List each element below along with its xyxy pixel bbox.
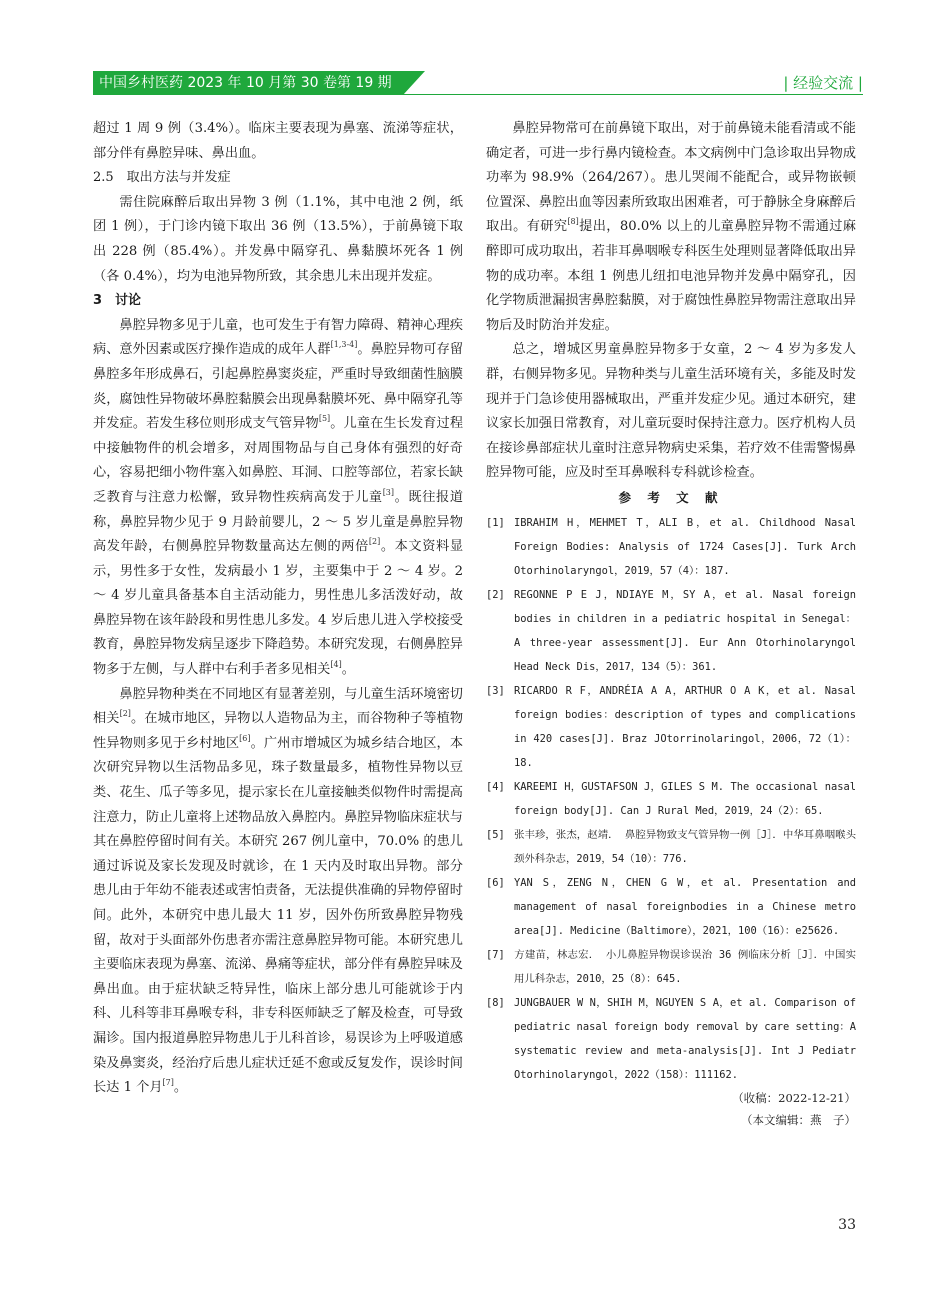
reference-item: [7] 方建苗，林志宏． 小儿鼻腔异物误诊误治 36 例临床分析［J］．中国实用儿科杂志，2010，25（8）：645. (486, 948, 856, 985)
reference-item: [4] KAREEMI H，GUSTAFSON J，GILES S M. The occasional nasal foreign body[J]. Can J Rural Med，2019，24（2）：65. (486, 780, 856, 817)
paragraph-intro: 超过 1 周 9 例（3.4%）。临床主要表现为鼻塞、流涕等症状，部分伴有鼻腔异味、鼻出血。 (93, 121, 463, 161)
reference-item: [8] JUNGBAUER W N，SHIH M，NGUYEN S A，et al. Comparison of pediatric nasal foreign body removal by care setting：A systematic review and meta-analysis[J]. Int J Pediatr Otorhinolaryngol，2022（158）：111162. (486, 996, 856, 1081)
citation: [5] (318, 414, 331, 424)
received-date: （收稿：2022-12-21） (732, 1090, 856, 1105)
citation: [7] (162, 1078, 174, 1088)
header-rule (93, 94, 863, 95)
discussion-paragraph-2: 鼻腔异物种类在不同地区有显著差别，与儿童生活环境密切相关[2]。在城市地区，异物以人造物品为主，而谷物种子等植物性异物则多见于乡村地区[6]。广州市增城区为城乡结合地区，本次研究异物以生活物品多见，珠子数量最多，植物性异物以豆类、花生、瓜子等多见，提示家长在儿童接触类似物件时需提高注意力，防止儿童将上述物品放入鼻腔内。鼻腔异物临床症状与其在鼻腔停留时间有关。本研究 267 例儿童中，70.0% 的患儿通过诉说及家长发现及时就诊，在 1 天内及时取出异物。部分患儿由于年幼不能表述或害怕责备，无法提供准确的异物停留时间。此外，本研究中患儿最大 11 岁，因外伤所致鼻腔异物残留，故对于头面部外伤患者亦需注意鼻腔异物可能。本研究患儿主要临床表现为鼻塞、流涕、鼻痛等症状，部分伴有鼻腔异味及鼻出血。由于症状缺乏特异性，临床上部分患儿可能就诊于内科、儿科等非耳鼻喉专科，非专科医师缺乏了解及检查，可导致漏诊。国内报道鼻腔异物患儿于儿科首诊，易误诊为上呼吸道感染及鼻窦炎，经治疗后患儿症状迁延不愈或反复发作，误诊时间长达 1 个月[7]。 (93, 686, 464, 1096)
citation: [4] (330, 660, 342, 670)
reference-item: [1] IBRAHIM H，MEHMET T，ALI B，et al. Childhood Nasal Foreign Bodies: Analysis of 1724 Cases[J]. Turk Arch Otorhinolaryngol，2019，57（4）：187. (486, 516, 856, 577)
right-column (486, 117, 856, 1131)
references-heading: 参 考 文 献 (618, 489, 724, 505)
journal-banner: 中国乡村医药 2023 年 10 月第 30 卷第 19 期 (93, 71, 403, 95)
citation: [2] (368, 537, 381, 547)
section-label: | 经验交流 | (783, 74, 863, 92)
citation: [1,3-4] (330, 340, 358, 350)
citation: [2] (119, 709, 131, 719)
citation: [3] (382, 487, 395, 497)
discussion-paragraph-3: 鼻腔异物常可在前鼻镜下取出，对于前鼻镜未能看清或不能确定者，可进一步行鼻内镜检查。本文病例中门急诊取出异物成功率为 98.9%（264/267）。患儿哭闹不能配合，或异物嵌顿位置深、鼻腔出血等因素所致取出困难者，可于静脉全身麻醉后取出。有研究[8]提出，80.0% 以上的儿童鼻腔异物不需通过麻醉即可成功取出，若非耳鼻咽喉专科医生处理则显著降低取出异物的成功率。本组 1 例患儿纽扣电池异物并发鼻中隔穿孔，因化学物质泄漏损害鼻腔黏膜，对于腐蚀性鼻腔异物需注意取出异物后及时防治并发症。 (486, 121, 856, 333)
conclusion-paragraph: 总之，增城区男童鼻腔异物多于女童，2 ～ 4 岁为多发人群，右侧异物多见。异物种类与儿童生活环境有关，多能及时发现并于门急诊使用器械取出，严重并发症少见。通过本研究，建议家长加强日常教育，对儿童玩耍时保持注意力。医疗机构人员在接诊鼻部症状儿童时注意异物病史采集，若疗效不佳需警惕鼻腔异物可能，应及时至耳鼻喉科专科就诊检查。 (486, 342, 856, 481)
reference-item: [3] RICARDO R F，ANDRÉIA A A，ARTHUR O A K，et al. Nasal foreign bodies：description of types and complications in 420 cases[J]. Braz JOtorrinolaringol，2006，72（1）：18. (486, 684, 856, 769)
editor-credit: （本文编辑：燕 子） (741, 1112, 856, 1127)
citation: [8] (567, 217, 579, 227)
section-3-heading: 3 讨论 (93, 293, 142, 309)
citation: [6] (239, 733, 251, 743)
paragraph-2-5: 需住院麻醉后取出异物 3 例（1.1%，其中电池 2 例，纸团 1 例），于门诊内镜下取出 36 例（13.5%），于前鼻镜下取出 228 例（85.4%）。并发鼻中隔穿孔、鼻黏膜坏死各 1 例（各 0.4%），均为电池异物所致，其余患儿未出现并发症。 (93, 194, 463, 284)
left-column (93, 117, 463, 1101)
reference-item: [2] REGONNE P E J，NDIAYE M，SY A，et al. Nasal foreign bodies in children in a pediatric hospital in Senegal： A three-year assessment[J]. Eur Ann Otorhinolaryngol Head Neck Dis，2017，134（5）：361. (486, 588, 856, 673)
section-2-5-heading: 2.5 取出方法与并发症 (93, 170, 231, 186)
running-header (93, 71, 863, 95)
reference-item: [5] 张丰珍，张杰，赵靖． 鼻腔异物致支气管异物一例［J］．中华耳鼻咽喉头颈外科杂志，2019，54（10）：776. (486, 828, 856, 865)
reference-list (486, 511, 856, 1087)
reference-item: [6] YAN S，ZENG N，CHEN G W，et al. Presentation and management of nasal foreignbodies in a Chinese metro area[J]. Medicine（Baltimore），2021，100（16）：e25626. (486, 876, 856, 937)
page-number: 33 (838, 1217, 856, 1233)
discussion-paragraph-1: 鼻腔异物多见于儿童，也可发生于有智力障碍、精神心理疾病、意外因素或医疗操作造成的成年人群[1,3-4]。鼻腔异物可存留鼻腔多年形成鼻石，引起鼻腔鼻窦炎症，严重时导致细菌性脑膜炎，腐蚀性异物破坏鼻腔黏膜会出现鼻黏膜坏死、鼻中隔穿孔等并发症。若发生移位则形成支气管异物[5]。儿童在生长发育过程中接触物件的机会增多，对周围物品与自己身体有强烈的好奇心，容易把细小物件塞入如鼻腔、耳洞、口腔等部位，若家长缺乏教育与注意力松懈，致异物性疾病高发于儿童[3]。既往报道称，鼻腔异物少见于 9 月龄前婴儿，2 ～ 5 岁儿童是鼻腔异物高发年龄，右侧鼻腔异物数量高达左侧的两倍[2]。本文资料显示，男性多于女性，发病最小 1 岁，主要集中于 2 ～ 4 岁。2 ～ 4 岁儿童具备基本自主活动能力，男性患儿多活泼好动，故鼻腔异物在该年龄段和男性患儿多发。4 岁后患儿进入学校接受教育，鼻腔异物发病呈逐步下降趋势。本研究发现，右侧鼻腔异物多于左侧，与人群中右利手者多见相关[4]。 (93, 317, 464, 678)
